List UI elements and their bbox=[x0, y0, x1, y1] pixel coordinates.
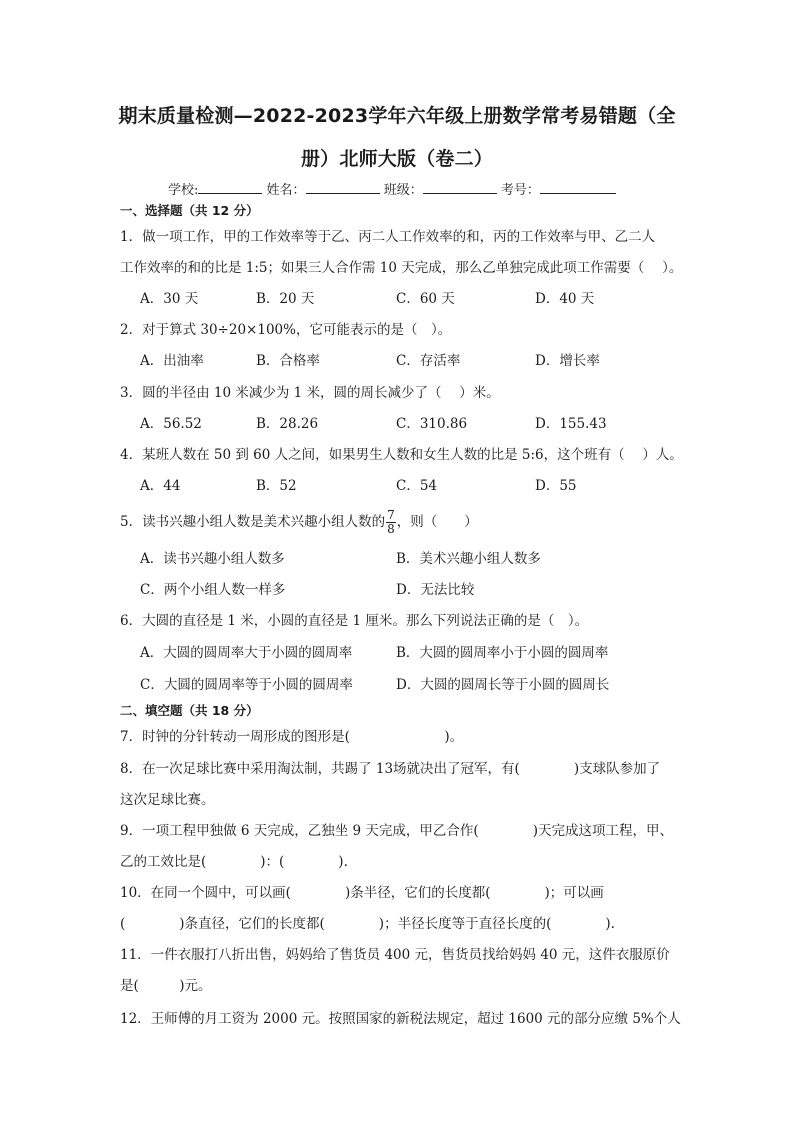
fraction-seven-eighths bbox=[386, 509, 396, 536]
question-1-line1: 1．做一项工作，甲的工作效率等于乙、丙二人工作效率的和，丙的工作效率与甲、乙二人 bbox=[120, 229, 656, 245]
question-4-option-b: B．52 bbox=[256, 478, 297, 494]
question-7-line1: 7．时钟的分针转动一周形成的图形是( )。 bbox=[120, 729, 464, 745]
question-11-line1: 11．一件衣服打八折出售，妈妈给了售货员 400 元，售货员找给妈妈 40 元，这件衣服原价 bbox=[120, 947, 670, 963]
question-2-line1: 2．对于算式 30÷20×100%，它可能表示的是（ ）。 bbox=[120, 322, 452, 338]
student-info-row bbox=[168, 180, 616, 200]
question-1-option-c: C．60 天 bbox=[396, 291, 455, 307]
question-4-option-d: D．55 bbox=[535, 478, 577, 494]
question-10-line2: ( )条直径，它们的长度都( )；半径长度等于直径长度的( ). bbox=[120, 916, 615, 932]
question-4-option-a: A．44 bbox=[140, 478, 181, 494]
question-2-option-b: B．合格率 bbox=[256, 353, 320, 369]
question-5-option-c: C．两个小组人数一样多 bbox=[140, 582, 286, 598]
question-6-line1: 6．大圆的直径是 1 米，小圆的直径是 1 厘米。那么下列说法正确的是（ ）。 bbox=[120, 613, 589, 629]
question-3-option-d: D．155.43 bbox=[535, 416, 607, 432]
question-2-option-a: A．出油率 bbox=[140, 353, 204, 369]
question-1-option-d: D．40 天 bbox=[535, 291, 595, 307]
question-5-suffix: ，则（ ） bbox=[396, 514, 478, 530]
section-fill-heading: 二、填空题（共 18 分） bbox=[120, 703, 259, 718]
school-label: 学校: bbox=[168, 183, 199, 198]
question-3-option-a: A．56.52 bbox=[140, 416, 202, 432]
number-blank bbox=[540, 180, 616, 194]
school-blank bbox=[198, 180, 262, 194]
question-12-line1: 12．王师傅的月工资为 2000 元。按照国家的新税法规定，超过 1600 元的部分应缴 5%个人 bbox=[120, 1011, 681, 1027]
name-blank bbox=[306, 180, 380, 194]
question-3-line1: 3．圆的半径由 10 米减少为 1 米，圆的周长减少了（ ）米。 bbox=[120, 385, 500, 401]
name-label: 姓名： bbox=[266, 183, 306, 198]
section-choice-heading: 一、选择题（共 12 分） bbox=[120, 203, 259, 218]
fraction-numerator: 7 bbox=[387, 508, 395, 522]
question-8-line1: 8．在一次足球比赛中采用淘汰制，共踢了 13场就决出了冠军，有( )支球队参加了 bbox=[120, 761, 661, 777]
fraction-denominator: 8 bbox=[387, 522, 395, 536]
question-3-option-b: B．28.26 bbox=[256, 416, 319, 432]
question-4-option-c: C．54 bbox=[396, 478, 438, 494]
class-label: 班级： bbox=[383, 183, 423, 198]
question-1-line2: 工作效率的和的比是 1:5；如果三人合作需 10 天完成，那么乙单独完成此项工作需要（ ）。 bbox=[120, 260, 683, 276]
question-10-line1: 10．在同一个圆中，可以画( )条半径，它们的长度都( )；可以画 bbox=[120, 885, 604, 901]
question-5-option-b: B．美术兴趣小组人数多 bbox=[396, 551, 541, 567]
number-label: 考号： bbox=[500, 183, 540, 198]
question-5-line1 bbox=[120, 507, 680, 537]
question-5-prefix: 5．读书兴趣小组人数是美术兴趣小组人数的 bbox=[120, 514, 386, 530]
question-9-line1: 9．一项工程甲独做 6 天完成，乙独坐 9 天完成，甲乙合作( )天完成这项工程，甲、 bbox=[120, 823, 673, 839]
question-6-option-a: A．大圆的圆周率大于小圆的圆周率 bbox=[140, 645, 353, 661]
question-2-option-d: D．增长率 bbox=[535, 353, 600, 369]
question-8-line2: 这次足球比赛。 bbox=[120, 792, 215, 808]
question-6-option-b: B．大圆的圆周率小于小圆的圆周率 bbox=[396, 645, 609, 661]
page-title-line2: 册）北师大版（卷二） bbox=[300, 148, 493, 170]
question-9-line2: 乙的工效比是( )：( ). bbox=[120, 854, 348, 870]
question-6-option-d: D．大圆的圆周长等于小圆的圆周长 bbox=[396, 677, 610, 693]
question-5-option-a: A．读书兴趣小组人数多 bbox=[140, 551, 285, 567]
question-3-option-c: C．310.86 bbox=[396, 416, 468, 432]
question-11-line2: 是( )元。 bbox=[120, 978, 212, 994]
question-6-option-c: C．大圆的圆周率等于小圆的圆周率 bbox=[140, 677, 353, 693]
question-4-line1: 4．某班人数在 50 到 60 人之间，如果男生人数和女生人数的比是 5:6，这个班有（ ）人。 bbox=[120, 447, 683, 463]
question-2-option-c: C．存活率 bbox=[396, 353, 461, 369]
question-5-option-d: D．无法比较 bbox=[396, 582, 475, 598]
class-blank bbox=[423, 180, 497, 194]
question-1-option-a: A．30 天 bbox=[140, 291, 199, 307]
page-title-line1: 期末质量检测—2022-2023学年六年级上册数学常考易错题（全 bbox=[118, 105, 676, 127]
question-1-option-b: B．20 天 bbox=[256, 291, 315, 307]
